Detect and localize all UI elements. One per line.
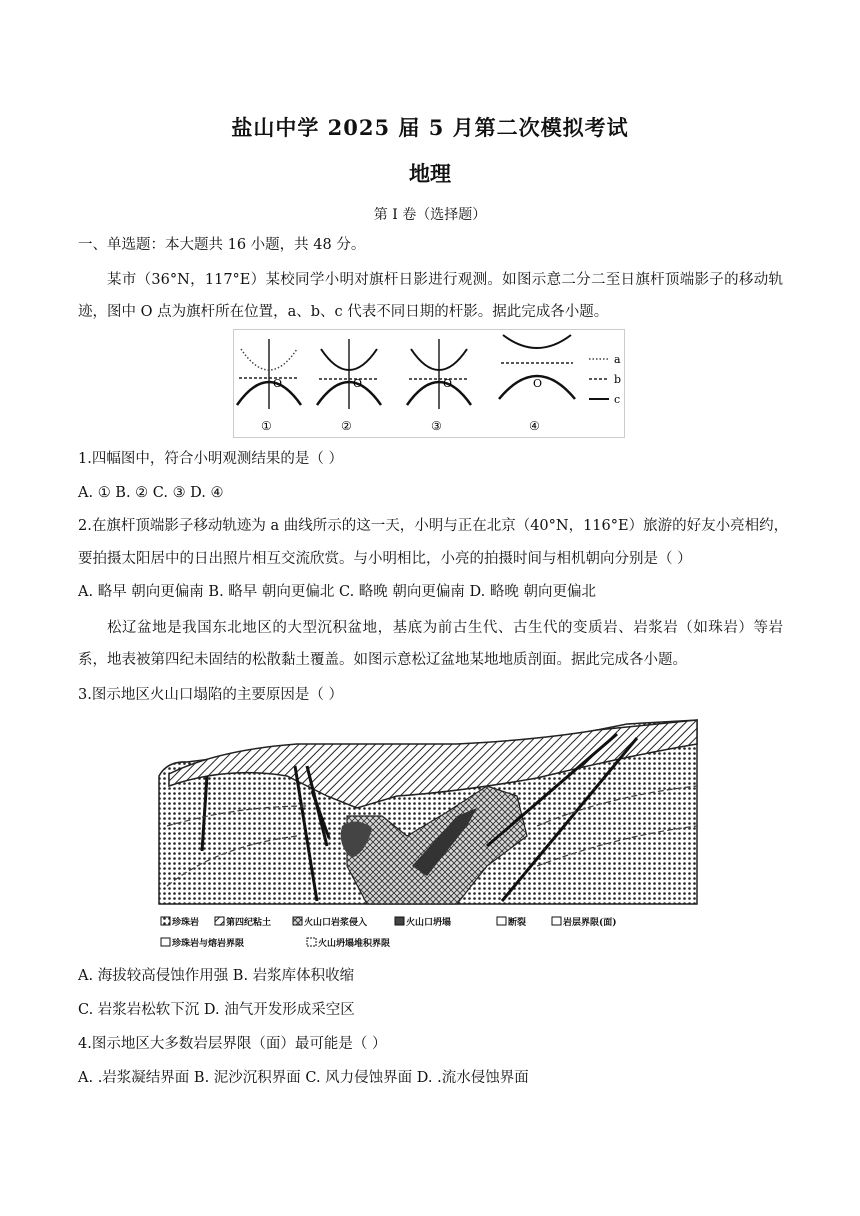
legend-intrusion: 火山口岩浆侵入 [304, 918, 368, 928]
q4-stem: 4.图示地区大多数岩层界限（面）最可能是（ ） [78, 1036, 387, 1052]
legend-collapse: 火山口坍塌 [406, 918, 452, 928]
legend-b: b [614, 373, 622, 386]
legend-fault: 断裂 [508, 918, 527, 928]
q3-options-line2: C. 岩浆岩松软下沉 D. 油气开发形成采空区 [78, 1002, 355, 1018]
panel-1 [237, 339, 301, 433]
panel-label-4: ④ [529, 419, 540, 433]
q1-options: A. ① B. ② C. ③ D. ④ [78, 485, 224, 501]
section-title: 第 I 卷（选择题） [373, 207, 487, 223]
subject-title: 地理 [409, 161, 451, 186]
legend-collapse-deposit: 火山坍塌堆积界限 [318, 939, 391, 949]
legend-a: a [614, 353, 621, 366]
q3-stem: 3.图示地区火山口塌陷的主要原因是（ ） [78, 687, 343, 703]
panel-label-2: ② [341, 419, 352, 433]
q2-stem-line2: 要拍摄太阳居中的日出照片相互交流欣赏。与小明相比，小亮的拍摄时间与相机朝向分别是（ ） [78, 551, 692, 567]
exam-title: 盐山中学 2025 届 5 月第二次模拟考试 [231, 115, 629, 140]
shadow-trajectory-figure [233, 329, 625, 438]
q4-options: A. .岩浆凝结界面 B. 泥沙沉积界面 C. 风力侵蚀界面 D. .流水侵蚀界面 [78, 1070, 529, 1086]
passage-2: 松辽盆地是我国东北地区的大型沉积盆地，基底为前古生代、古生代的变质岩、岩浆岩（如珠岩）等岩系，地表被第四纪未固结的松散黏土覆盖。如图示意松辽盆地某地地质剖面。据此完成各小题。 [78, 620, 783, 668]
panel-3 [407, 339, 471, 433]
origin-o-2: O [353, 377, 363, 390]
origin-o-4: O [533, 377, 543, 390]
geologic-section-figure [157, 716, 702, 956]
origin-o-3: O [443, 377, 453, 390]
q1-stem: 1.四幅图中，符合小明观测结果的是（ ） [78, 451, 343, 467]
q2-options: A. 略早 朝向更偏南 B. 略早 朝向更偏北 C. 略晚 朝向更偏南 D. 略晚 朝向更偏北 [78, 584, 596, 600]
legend-pearlite: 珍珠岩 [172, 918, 200, 928]
origin-o-1: O [273, 377, 283, 390]
panel-2 [317, 339, 381, 433]
panel-label-3: ③ [431, 419, 442, 433]
q2-stem-line1: 2.在旗杆顶端影子移动轨迹为 a 曲线所示的这一天，小明与正在北京（40°N，116°E）旅游的好友小亮相约， [78, 518, 789, 534]
legend-pearlite-lava: 珍珠岩与熔岩界限 [172, 939, 245, 949]
figure1-legend [589, 353, 621, 406]
passage-1: 某市（36°N，117°E）某校同学小明对旗杆日影进行观测。如图示意二分二至日旗杆顶端影子的移动轨迹，图中 O 点为旗杆所在位置，a、b、c 代表不同日期的杆影。据此完成各小题。 [78, 272, 783, 320]
part-heading: 一、单选题：本大题共 16 小题，共 48 分。 [78, 237, 366, 253]
legend-clay: 第四纪粘土 [226, 918, 272, 928]
panel-4 [499, 335, 575, 433]
panel-label-1: ① [261, 419, 272, 433]
legend-boundary: 岩层界限(面) [563, 918, 617, 928]
legend-c: c [614, 393, 621, 406]
q3-options-line1: A. 海拔较高侵蚀作用强 B. 岩浆库体积收缩 [78, 968, 355, 984]
